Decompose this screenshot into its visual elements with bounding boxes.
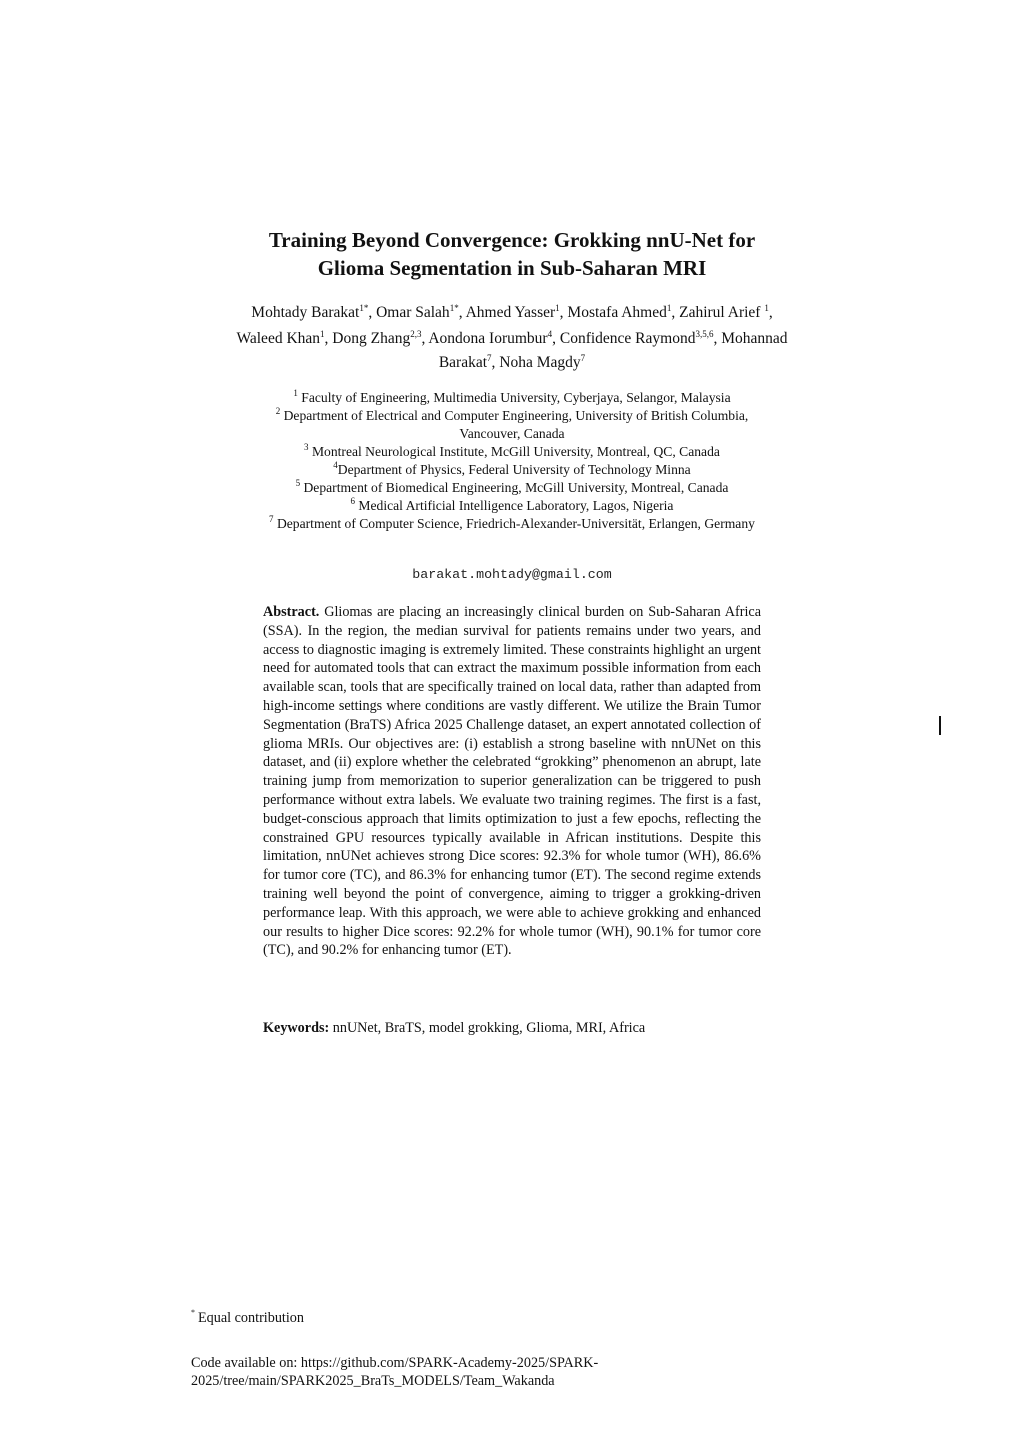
author-line-2: Waleed Khan$^1$, Dong Zhang$^{2,3}$, Aondona Iorumbur$^4$, Confidence Raymond$^{3,5,6}$, Mohannad (236, 329, 788, 347)
affiliation-number: 1 (293, 388, 298, 398)
title-line-1: Training Beyond Convergence: Grokking nnU-Net for (268, 228, 756, 252)
author-affil-mark: 3,5,6 (695, 329, 714, 339)
author-line-3: Barakat$^7$, Noha Magdy$^7$ (438, 353, 586, 371)
abstract-text: Gliomas are placing an increasingly clinical burden on Sub-Saharan Africa (SSA). In the region, the median survival for patients remains under two years, and access to diagnostic imaging is extremely limited. These constraints highlight an urgent need for automated tools that can extract the maximum possible information from each available scan, tools that are specifically trained on local data, rather than adapted from high-income settings where conditions are vastly different. We utilize the Brain Tumor Segmentation (BraTS) Africa 2025 Challenge dataset, an expert annotated collection of glioma MRIs. Our objectives are: (i) establish a strong baseline with nnUNet on this dataset, and (ii) explore whether the celebrated “grokking” phenomenon an abrupt, late training jump from memorization to superior generalization can be triggered to push performance without extra labels. We evaluate two training regimes. The first is a fast, budget-conscious approach that limits optimization to just a few epochs, reflecting the constrained GPU resources typically available in African institutions. Despite this limitation, nnUNet achieves strong Dice scores: 92.3% for whole tumor (WH), 86.6% for tumor core (TC), and 86.3% for enhancing tumor (ET). The second regime extends training well beyond the point of convergence, aiming to trigger a grokking-driven performance leap. With this approach, we were able to achieve grokking and enhanced our results to higher Dice scores: 92.2% for whole tumor (WH), 90.1% for tumor core (TC), and 90.2% for enhancing tumor (ET). (263, 604, 762, 959)
author-name: Mohannad (721, 330, 788, 347)
affiliation-text: Montreal Neurological Institute, McGill University, Montreal, QC, Canada (311, 444, 720, 459)
author-name: Dong Zhang (332, 330, 411, 347)
author-name: Mohtady Barakat (251, 304, 360, 321)
author-affil-mark: 1* (359, 303, 369, 313)
author-name: Mostafa Ahmed (567, 304, 667, 321)
author-name: Waleed Khan (236, 330, 321, 347)
affiliation-text: Department of Electrical and Computer Engineering, University of British Columbia, (283, 408, 749, 423)
affiliation-list (150, 389, 874, 533)
abstract-block (263, 603, 761, 960)
abstract-label: Abstract. (263, 604, 320, 620)
affiliation-number: 3 (304, 442, 309, 452)
affiliation-text: Faculty of Engineering, Multimedia University, Cyberjaya, Selangor, Malaysia (301, 390, 731, 405)
affiliation-text: Department of Biomedical Engineering, McGill University, Montreal, Canada (303, 480, 729, 495)
author-affil-mark: 2,3 (410, 329, 422, 339)
author-affil-mark: 1 (555, 303, 560, 313)
author-name: Aondona Iorumbur (428, 330, 548, 347)
affiliation-item (150, 461, 874, 479)
author-name: Barakat (438, 354, 488, 371)
code-line-1[interactable]: Code available on: https://github.com/SPARK-Academy-2025/SPARK- (191, 1355, 599, 1371)
author-affil-mark: 1 (666, 303, 672, 313)
affiliation-number: 4 (333, 460, 338, 470)
author-name: Confidence Raymond (559, 330, 696, 347)
code-line-2[interactable]: 2025/tree/main/SPARK2025_BraTs_MODELS/Team_Wakanda (191, 1373, 555, 1389)
author-affil-mark: 1* (449, 303, 459, 313)
affiliation-text: Department of Physics, Federal University of Technology Minna (337, 462, 691, 477)
affiliation-text: Department of Computer Science, Friedrich-Alexander-Universität, Erlangen, Germany (276, 516, 755, 531)
affiliation-item (150, 425, 874, 443)
title-line-2: Glioma Segmentation in Sub-Saharan MRI (317, 256, 707, 280)
text-cursor (939, 716, 941, 735)
author-list (150, 300, 874, 374)
affiliation-text: Vancouver, Canada (459, 426, 565, 441)
affiliation-item (150, 479, 874, 497)
affiliation-item (150, 407, 874, 425)
affiliation-text: Medical Artificial Intelligence Laboratory, Lagos, Nigeria (358, 498, 674, 513)
author-affil-mark: 4 (547, 329, 553, 339)
affiliation-number: 5 (295, 478, 301, 488)
author-name: Ahmed Yasser (465, 304, 556, 321)
affiliation-number: 2 (275, 406, 281, 416)
author-affil-mark: 1 (320, 329, 325, 339)
paper-title (150, 226, 874, 282)
affiliation-item (150, 497, 874, 515)
keywords-text: nnUNet, BraTS, model grokking, Glioma, MRI, Africa (332, 1020, 646, 1036)
keywords-label: Keywords: (263, 1020, 330, 1036)
footnote-text: Equal contribution (198, 1310, 304, 1326)
author-line-1: Mohtady Barakat$^{1*}$, Omar Salah$^{1*}$, Ahmed Yasser$^1$, Mostafa Ahmed$^1$, Zahirul Arief $^1$, (251, 303, 773, 321)
author-affil-mark: 7 (487, 353, 492, 363)
affiliation-item (150, 389, 874, 407)
footnote (191, 1310, 304, 1327)
affiliation-item (150, 443, 874, 461)
footnote-mark: * (191, 1308, 195, 1317)
code-availability-note (191, 1354, 711, 1390)
author-affil-mark: 1 (764, 303, 769, 313)
author-name: Zahirul Arief (679, 304, 765, 321)
affiliation-number: 6 (350, 496, 356, 506)
keywords-block (263, 1019, 761, 1038)
affiliation-item (150, 515, 874, 533)
contact-email[interactable]: barakat.mohtady@gmail.com (412, 567, 612, 582)
affiliation-number: 7 (269, 514, 274, 524)
author-name: Omar Salah (376, 304, 450, 321)
author-name: Noha Magdy (499, 354, 581, 371)
author-affil-mark: 7 (580, 353, 586, 363)
